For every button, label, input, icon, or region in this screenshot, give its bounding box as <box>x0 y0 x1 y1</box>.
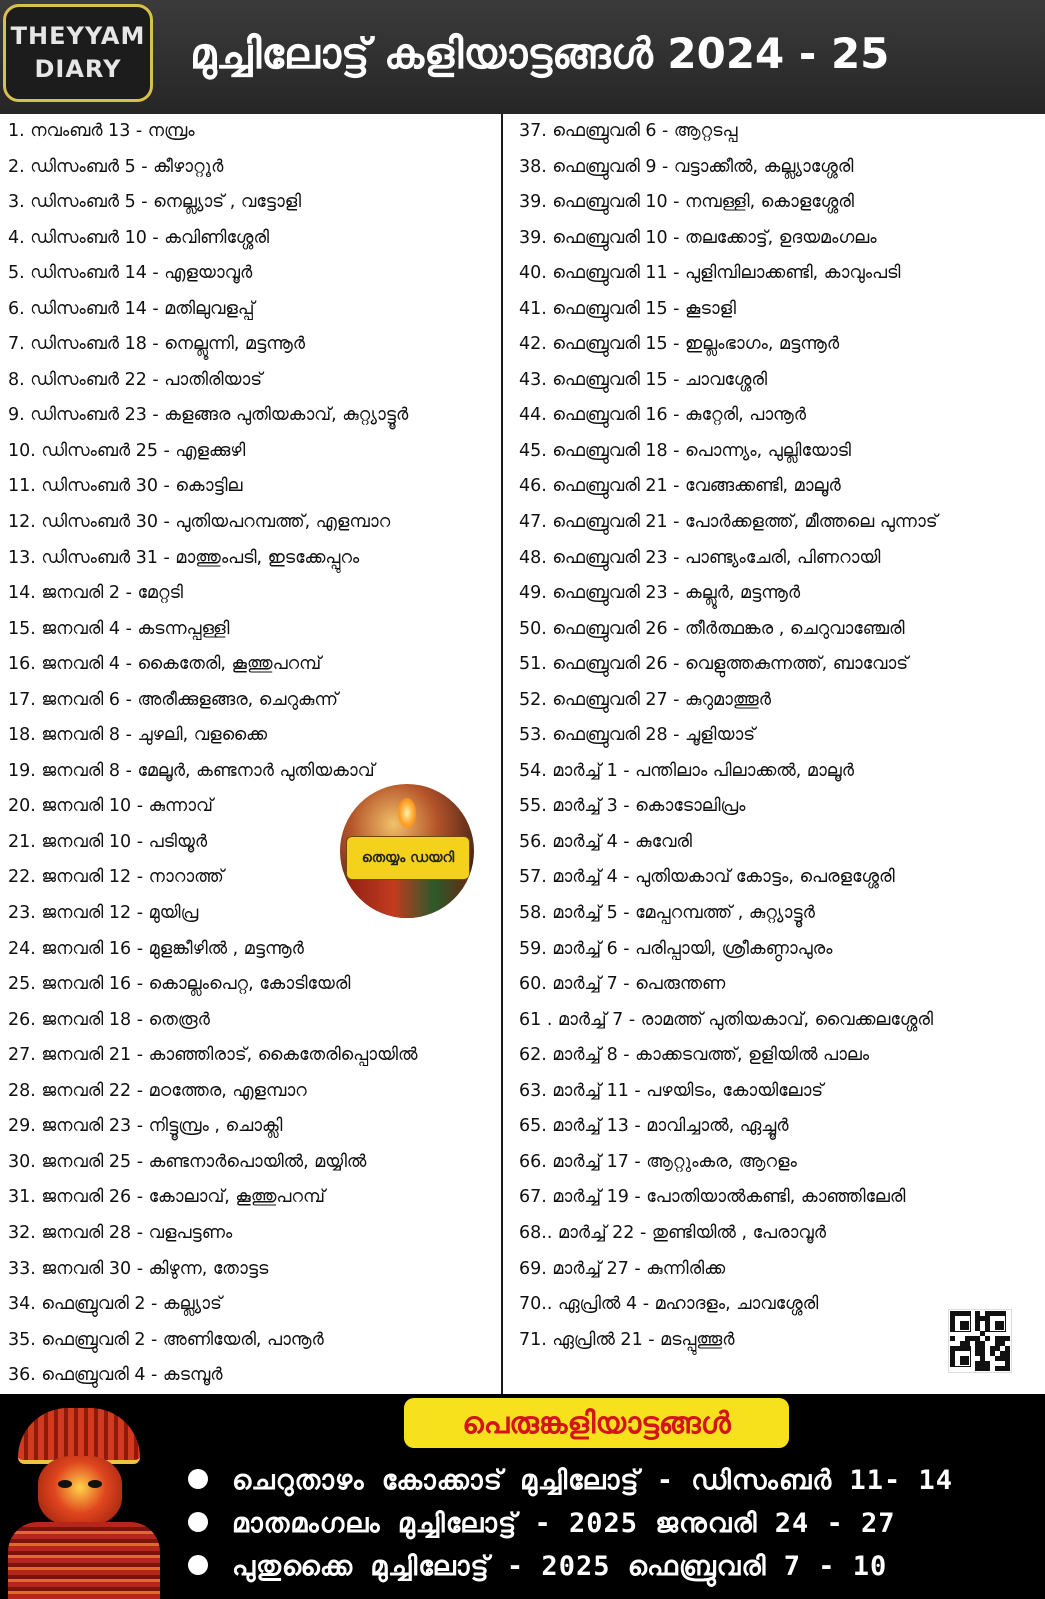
schedule-entry: 25. ജനവരി 16 - കൊല്ലംപെറ്റ, കോടിയേരി <box>8 974 351 995</box>
festival-item <box>188 1544 887 1590</box>
qr-code-icon <box>948 1309 1012 1373</box>
theyyam-figure-image <box>0 1394 175 1599</box>
schedule-entry: 69. മാർച്ച് 27 - കുന്നിരിക്ക <box>519 1258 726 1279</box>
schedule-entry: 32. ജനവരി 28 - വളപട്ടണം <box>8 1222 233 1243</box>
schedule-entry: 14. ജനവരി 2 - മേറ്റടി <box>8 583 183 604</box>
schedule-entry: 68.. മാർച്ച് 22 - തുണ്ടിയിൽ , പേരാവൂർ <box>519 1222 826 1243</box>
schedule-entry: 21. ജനവരി 10 - പടിയൂർ <box>8 831 208 852</box>
schedule-entry: 40. ഫെബ്രുവരി 11 - പുളിമ്പിലാക്കണ്ടി, കാവുംപടി <box>519 263 901 284</box>
schedule-entry: 52. ഫെബ്രുവരി 27 - കുറുമാത്തൂർ <box>519 689 771 710</box>
schedule-entry: 51. ഫെബ്രുവരി 26 - വെളുത്തകുന്നത്ത്, ബാവോട് <box>519 654 909 675</box>
schedule-entry: 10. ഡിസംബർ 25 - എളക്കുഴി <box>8 440 246 461</box>
schedule-entry: 5. ഡിസംബർ 14 - എളയാവൂർ <box>8 263 253 284</box>
schedule-entry: 6. ഡിസംബർ 14 - മതിലുവളപ്പ് <box>8 298 255 319</box>
header <box>0 0 1045 114</box>
schedule-entry: 59. മാർച്ച് 6 - പരിപ്പായി, ശ്രീകണ്ഠാപുരം <box>519 938 833 959</box>
schedule-entry: 30. ജനവരി 25 - കണ്ടനാർപൊയിൽ, മയ്യിൽ <box>8 1151 367 1172</box>
schedule-entry: 62. മാർച്ച് 8 - കാക്കടവത്ത്, ഉളിയിൽ പാലം <box>519 1045 870 1066</box>
schedule-entry: 67. മാർച്ച് 19 - പോതിയാൽകണ്ടി, കാഞ്ഞിലേരി <box>519 1187 906 1208</box>
qr-finder <box>995 1321 1004 1330</box>
schedule-entry: 15. ജനവരി 4 - കടന്നപ്പള്ളി <box>8 618 230 639</box>
festival-text: പുതുക്കൈ മുച്ചിലോട്ട് - 2025 ഫെബ്രുവരി 7 - 10 <box>232 1551 888 1582</box>
theyyam-diary-logo <box>3 4 153 102</box>
schedule-entry: 36. ഫെബ്രുവരി 4 - കടമ്പൂർ <box>8 1365 223 1386</box>
lamp-image <box>398 798 416 828</box>
theyyam-eye-right <box>88 1480 102 1488</box>
schedule-entry: 61 . മാർച്ച് 7 - രാമത്ത് പുതിയകാവ്, വൈക്കലശ്ശേരി <box>519 1009 934 1030</box>
schedule-entry: 16. ജനവരി 4 - കൈതേരി, കൂത്തുപറമ്പ് <box>8 654 322 675</box>
schedule-entry: 55. മാർച്ച് 3 - കൊടോലിപ്രം <box>519 796 746 817</box>
schedule-entry: 71. ഏപ്രിൽ 21 - മടപ്പുത്തൂർ <box>519 1329 735 1350</box>
schedule-entry: 58. മാർച്ച് 5 - മേപ്പറമ്പത്ത് , കുറ്റ്യാട്ടൂർ <box>519 903 815 924</box>
schedule-entry: 7. ഡിസംബർ 18 - നെല്ലൂന്നി, മട്ടന്നൂർ <box>8 334 306 355</box>
schedule-entry: 19. ജനവരി 8 - മേലൂർ, കണ്ടനാർ പുതിയകാവ് <box>8 760 375 781</box>
qr-module <box>1005 1336 1010 1341</box>
schedule-entry: 47. ഫെബ്രുവരി 21 - പോർക്കളത്ത്, മീത്തലെ പുന്നാട് <box>519 512 938 533</box>
theyyam-costume <box>8 1522 160 1599</box>
schedule-entry: 20. ജനവരി 10 - കുന്നാവ് <box>8 796 213 817</box>
theyyam-diary-thumbnail <box>340 784 474 918</box>
schedule-entry: 54. മാർച്ച് 1 - പന്തിലാം പിലാക്കൽ, മാലൂർ <box>519 760 854 781</box>
logo-line1: THEYYAM <box>10 22 146 50</box>
qr-module <box>985 1336 990 1341</box>
schedule-entry: 11. ഡിസംബർ 30 - കൊട്ടില <box>8 476 243 497</box>
schedule-entry: 57. മാർച്ച് 4 - പുതിയകാവ് കോട്ടം, പെരളശ്ശേരി <box>519 867 895 888</box>
theyyam-eye-left <box>58 1480 72 1488</box>
schedule-entry: 1. നവംബർ 13 - നമ്പ്രം <box>8 121 195 141</box>
schedule-entry: 9. ഡിസംബർ 23 - കളങ്ങര പുതിയകാവ്, കുറ്റ്യാട്ടൂർ <box>8 405 409 426</box>
schedule-entry: 39. ഫെബ്രുവരി 10 - നമ്പള്ളി, കൊളശ്ശേരി <box>519 192 854 213</box>
theyyam-face <box>38 1456 122 1526</box>
bullet-dot-icon <box>188 1555 208 1575</box>
schedule-entry: 28. ജനവരി 22 - മഠത്തേര, എളമ്പാറ <box>8 1080 307 1101</box>
schedule-entry: 41. ഫെബ്രുവരി 15 - കൂടാളി <box>519 298 736 319</box>
schedule-entry: 4. ഡിസംബർ 10 - കവിണിശ്ശേരി <box>8 227 270 248</box>
schedule-entry: 12. ഡിസംബർ 30 - പുതിയപറമ്പത്ത്, എളമ്പാറ <box>8 512 391 533</box>
schedule-entry: 56. മാർച്ച് 4 - കുവേരി <box>519 831 692 852</box>
schedule-entry: 49. ഫെബ്രുവരി 23 - കല്ലൂർ, മട്ടന്നൂർ <box>519 583 801 604</box>
page-title: മുച്ചിലോട്ട് കളിയാട്ടങ്ങൾ 2024 - 25 <box>190 29 890 78</box>
thumbnail-banner-text: തെയ്യം ഡയറി <box>361 850 455 866</box>
schedule-entry: 39. ഫെബ്രുവരി 10 - തലക്കോട്ട്, ഉദയമംഗലം <box>519 227 877 248</box>
schedule-entry: 38. ഫെബ്രുവരി 9 - വട്ടാക്കീൽ, കല്ല്യാശ്ശേരി <box>519 156 854 177</box>
theyyam-photo-strip <box>340 880 474 918</box>
schedule-entry: 17. ജനവരി 6 - അരീക്കുളങ്ങര, ചെറുകുന്ന് <box>8 689 339 710</box>
bullet-dot-icon <box>188 1469 208 1489</box>
schedule-list-left <box>0 114 503 1394</box>
schedule-entry: 18. ജനവരി 8 - ചുഴലി, വളക്കൈ <box>8 725 268 746</box>
schedule-entry: 43. ഫെബ്രുവരി 15 - ചാവശ്ശേരി <box>519 369 768 390</box>
schedule-entry: 24. ജനവരി 16 - മുളങ്കീഴിൽ , മട്ടന്നൂർ <box>8 938 304 959</box>
festival-text: ചെറുതാഴം കോക്കാട് മുച്ചിലോട്ട് - ഡിസംബർ 11- 14 <box>232 1465 953 1496</box>
schedule-entry: 22. ജനവരി 12 - നാറാത്ത് <box>8 867 224 888</box>
schedule-entry: 45. ഫെബ്രുവരി 18 - പൊന്ന്യം, പുല്ലിയോടി <box>519 440 851 461</box>
schedule-entry: 63. മാർച്ച് 11 - പഴയിടം, കോയിലോട് <box>519 1080 824 1101</box>
qr-module <box>985 1366 990 1371</box>
schedule-entry: 26. ജനവരി 18 - തെരൂർ <box>8 1009 210 1030</box>
schedule-entry: 60. മാർച്ച് 7 - പെരുന്തണ <box>519 974 726 995</box>
bullet-dot-icon <box>188 1512 208 1532</box>
qr-module <box>950 1336 955 1341</box>
schedule-entry: 42. ഫെബ്രുവരി 15 - ഇല്ലംഭാഗം, മട്ടന്നൂർ <box>519 334 840 355</box>
schedule-entry: 2. ഡിസംബർ 5 - കീഴാറ്റൂർ <box>8 156 224 177</box>
schedule-entry: 31. ജനവരി 26 - കോലാവ്, കൂത്തുപറമ്പ് <box>8 1187 325 1208</box>
schedule-entry: 37. ഫെബ്രുവരി 6 - ആറ്റടപ്പ <box>519 121 738 141</box>
festival-text: മാതമംഗലം മുച്ചിലോട്ട് - 2025 ജനുവരി 24 - 27 <box>232 1508 896 1539</box>
schedule-list-right <box>505 114 1045 1394</box>
schedule-entry: 66. മാർച്ച് 17 - ആറ്റുംകര, ആറളം <box>519 1151 797 1172</box>
schedule-entry: 34. ഫെബ്രുവരി 2 - കല്ല്യാട് <box>8 1294 222 1315</box>
schedule-entry: 8. ഡിസംബർ 22 - പാതിരിയാട് <box>8 369 263 390</box>
schedule-entry: 46. ഫെബ്രുവരി 21 - വേങ്ങക്കണ്ടി, മാലൂർ <box>519 476 841 497</box>
schedule-entry: 27. ജനവരി 21 - കാഞ്ഞിരാട്, കൈതേരിപ്പൊയിൽ <box>8 1045 418 1066</box>
schedule-entry: 29. ജനവരി 23 - നിട്ടൂമ്പ്രം , ചൊക്ലി <box>8 1116 283 1137</box>
schedule-entry: 50. ഫെബ്രുവരി 26 - തീർത്ഥങ്കര , ചെറുവാഞ്ചേരി <box>519 618 905 639</box>
schedule-entry: 13. ഡിസംബർ 31 - മാത്തുംപടി, ഇടക്കേപ്പുറം <box>8 547 360 568</box>
schedule-entry: 44. ഫെബ്രുവരി 16 - കുറ്റേരി, പാനൂർ <box>519 405 806 426</box>
schedule-entry: 23. ജനവരി 12 - മുയിപ്ര <box>8 903 199 924</box>
schedule-entry: 35. ഫെബ്രുവരി 2 - അണിയേരി, പാനൂർ <box>8 1329 324 1350</box>
schedule-entry: 3. ഡിസംബർ 5 - നെല്ല്യാട് , വട്ടോളി <box>8 192 301 213</box>
qr-finder <box>960 1321 969 1330</box>
festival-item <box>188 1458 953 1504</box>
schedule-entry: 48. ഫെബ്രുവരി 23 - പാണ്ട്യംചേരി, പിണറായി <box>519 547 881 568</box>
festival-item <box>188 1501 896 1547</box>
logo-line2: DIARY <box>34 55 122 83</box>
schedule-entry: 65. മാർച്ച് 13 - മാവിച്ചാൽ, ഏച്ചൂർ <box>519 1116 789 1137</box>
perunkaliyattam-heading: പെരുങ്കളിയാട്ടങ്ങൾ <box>404 1398 789 1448</box>
qr-finder <box>960 1356 969 1365</box>
schedule-entry: 53. ഫെബ്രുവരി 28 - ചൂളിയാട് <box>519 725 756 746</box>
schedule-entry: 70.. ഏപ്രിൽ 4 - മഹാദളം, ചാവശ്ശേരി <box>519 1294 819 1315</box>
schedule-entry: 33. ജനവരി 30 - കിഴുന്ന, തോട്ടട <box>8 1258 269 1279</box>
qr-module <box>1005 1366 1010 1371</box>
thumbnail-banner <box>346 836 470 880</box>
